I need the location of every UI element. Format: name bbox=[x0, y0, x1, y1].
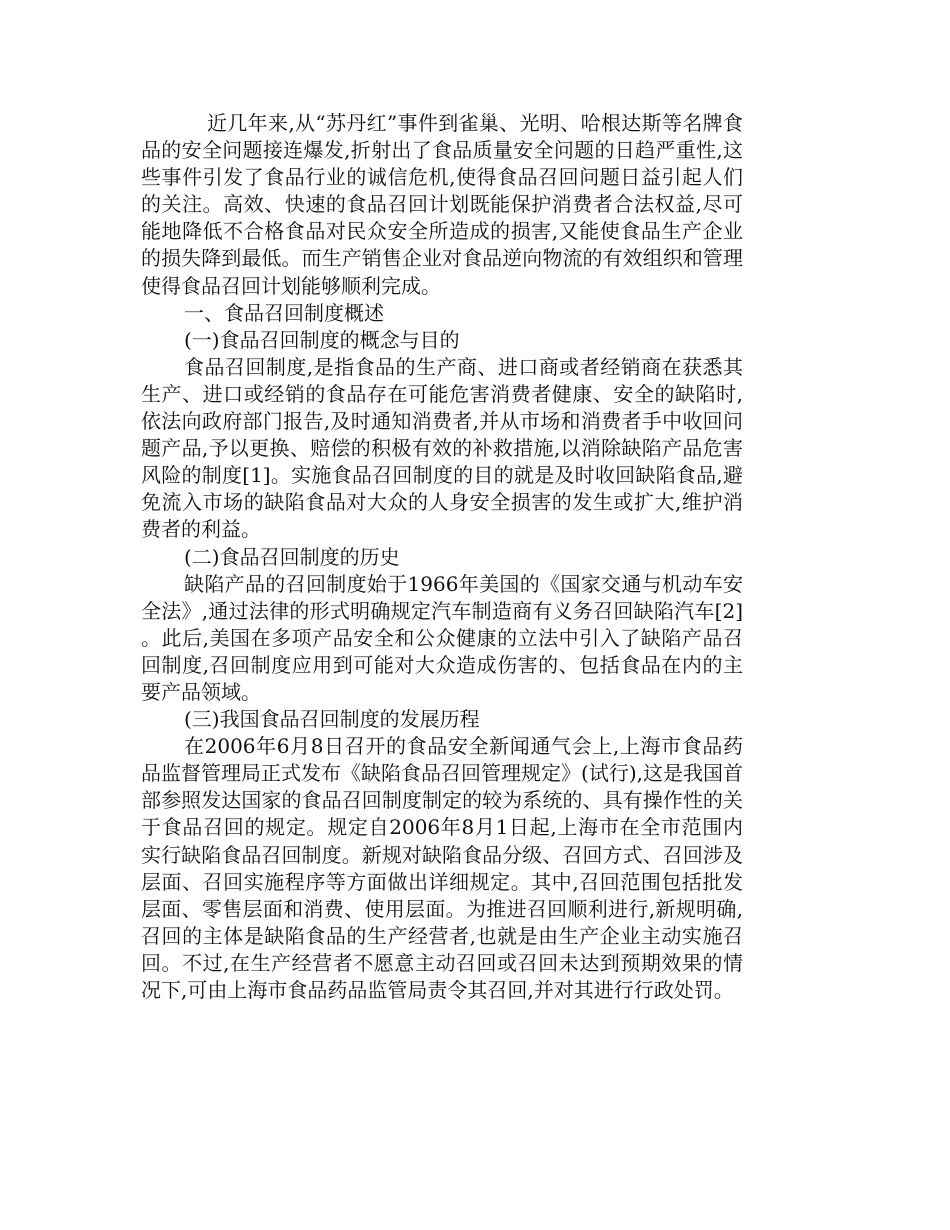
history-paragraph: 缺陷产品的召回制度始于1966年美国的《国家交通与机动车安全法》,通过法律的形式明确规定汽车制造商有义务召回缺陷汽车[2]。此后,美国在多项产品安全和公众健康的立法中引入了缺陷产品召回制度,召回制度应用到可能对大众造成伤害的、包括食品在内的主要产品领域。 bbox=[141, 571, 743, 704]
document-body bbox=[141, 110, 743, 1004]
section-heading-overview: 一、食品召回制度概述 bbox=[184, 300, 384, 325]
subheading-history: (二)食品召回制度的历史 bbox=[184, 544, 400, 569]
concept-paragraph: 食品召回制度,是指食品的生产商、进口商或者经销商在获悉其生产、进口或经销的食品存在可能危害消费者健康、安全的缺陷时,依法向政府部门报告,及时通知消费者,并从市场和消费者手中收回问题产品,予以更换、赔偿的积极有效的补救措施,以消除缺陷产品危害风险的制度[1]。实施食品召回制度的目的就是及时收回缺陷食品,避免流入市场的缺陷食品对大众的人身安全损害的发生或扩大,维护消费者的利益。 bbox=[141, 354, 743, 542]
development-paragraph: 在2006年6月8日召开的食品安全新闻通气会上,上海市食品药品监督管理局正式发布《缺陷食品召回管理规定》(试行),这是我国首部参照发达国家的食品召回制度制定的较为系统的、具有操作性的关于食品召回的规定。规定自2006年8月1日起,上海市在全市范围内实行缺陷食品召回制度。新规对缺陷食品分级、召回方式、召回涉及层面、召回实施程序等方面做出详细规定。其中,召回范围包括批发层面、零售层面和消费、使用层面。为推进召回顺利进行,新规明确,召回的主体是缺陷食品的生产经营者,也就是由生产企业主动实施召回。不过,在生产经营者不愿意主动召回或召回未达到预期效果的情况下,可由上海市食品药品监管局责令其召回,并对其进行行政处罚。 bbox=[141, 734, 743, 1002]
subheading-development: (三)我国食品召回制度的发展历程 bbox=[184, 707, 480, 732]
subheading-concept-purpose: (一)食品召回制度的概念与目的 bbox=[184, 327, 460, 352]
intro-paragraph: 近几年来,从“苏丹红”事件到雀巢、光明、哈根达斯等名牌食品的安全问题接连爆发,折射出了食品质量安全问题的日趋严重性,这些事件引发了食品行业的诚信危机,使得食品召回问题日益引起人们的关注。高效、快速的食品召回计划既能保护消费者合法权益,尽可能地降低不合格食品对民众安全所造成的损害,又能使食品生产企业的损失降到最低。而生产销售企业对食品逆向物流的有效组织和管理使得食品召回计划能够顺利完成。 bbox=[141, 111, 743, 298]
